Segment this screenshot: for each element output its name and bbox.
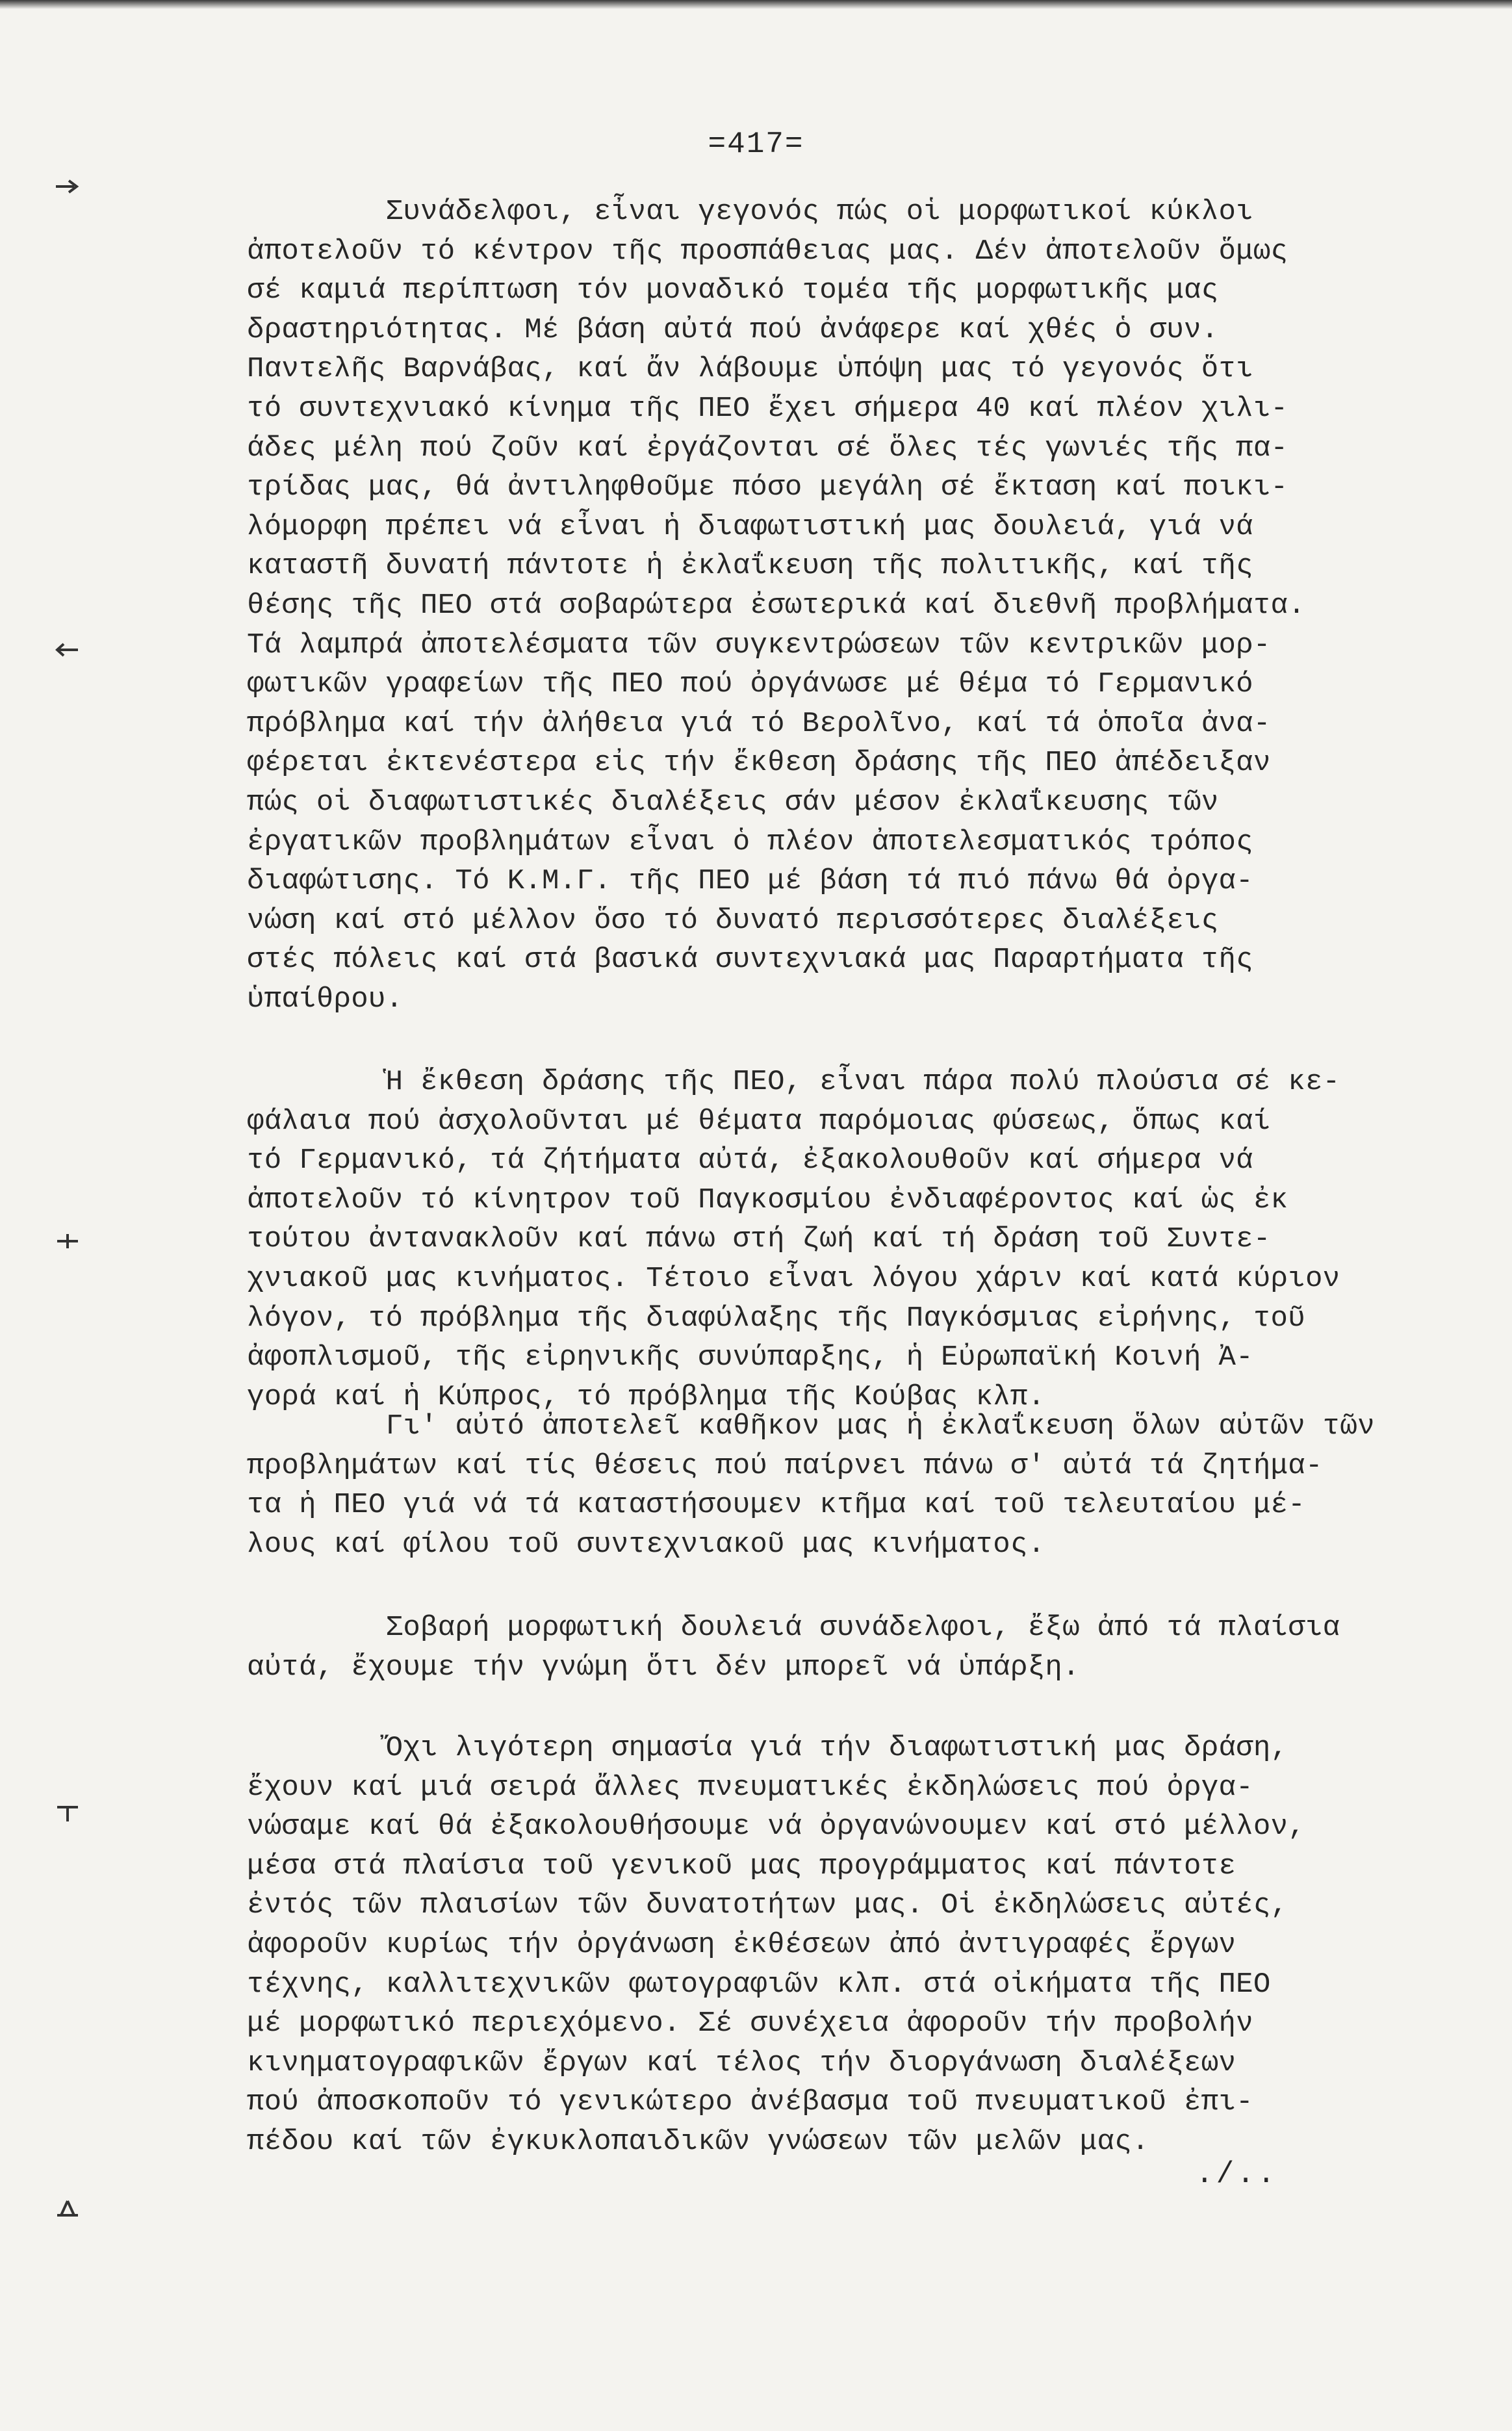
text-line: φάλαια πού ἀσχολοῦνται μέ θέματα παρόμοιας φύσεως, ὅπως καί: [247, 1105, 1271, 1138]
paragraph-2: [247, 1062, 1481, 1417]
text-line: ἀφοπλισμοῦ, τῆς εἰρηνικῆς συνύπαρξης, ἡ Εὐρωπαϊκή Κοινή Ἀ-: [247, 1341, 1253, 1374]
text-line: Παντελῆς Βαρνάβας, καί ἄν λάβουμε ὑπόψη μας τό γεγονός ὅτι: [247, 353, 1253, 386]
margin-mark-icon: [55, 1803, 81, 1823]
text-line: προβλημάτων καί τίς θέσεις πού παίρνει πάνω σ' αὐτά τά ζητήμα-: [247, 1449, 1323, 1482]
text-line: τρίδας μας, θά ἀντιληφθοῦμε πόσο μεγάλη σέ ἔκταση καί ποικι-: [247, 471, 1288, 504]
text-line: τέχνης, καλλιτεχνικῶν φωτογραφιῶν κλπ. στά οἰκήματα τῆς ΠΕΟ: [247, 1968, 1271, 2001]
text-line: νώση καί στό μέλλον ὅσο τό δυνατό περισσότερες διαλέξεις: [247, 904, 1219, 937]
text-line: ἐργατικῶν προβλημάτων εἶναι ὁ πλέον ἀποτελεσματικός τρόπος: [247, 825, 1253, 858]
text-line: Ἡ ἔκθεση δράσης τῆς ΠΕΟ, εἶναι πάρα πολύ πλούσια σέ κε-: [247, 1066, 1340, 1098]
text-line: στές πόλεις καί στά βασικά συντεχνιακά μας Παραρτήματα τῆς: [247, 944, 1253, 977]
paragraph-3: [247, 1407, 1481, 1564]
text-line: θέσης τῆς ΠΕΟ στά σοβαρώτερα ἐσωτερικά καί διεθνῆ προβλήματα.: [247, 589, 1305, 622]
text-line: ὑπαίθρου.: [247, 983, 404, 1016]
paragraph-1: [247, 192, 1481, 1019]
text-line: πού ἀποσκοποῦν τό γενικώτερο ἀνέβασμα τοῦ πνευματικοῦ ἐπι-: [247, 2086, 1253, 2119]
text-line: τα ἡ ΠΕΟ γιά νά τά καταστήσουμεν κτῆμα καί τοῦ τελευταίου μέ-: [247, 1489, 1305, 1522]
text-line: σέ καμιά περίπτωση τόν μοναδικό τομέα τῆς μορφωτικῆς μας: [247, 274, 1219, 307]
text-line: πώς οἱ διαφωτιστικές διαλέξεις σάν μέσον ἐκλαΐκευσης τῶν: [247, 786, 1219, 819]
text-line: αὐτά, ἔχουμε τήν γνώμη ὅτι δέν μπορεῖ νά ὑπάρξη.: [247, 1651, 1080, 1684]
text-line: μέσα στά πλαίσια τοῦ γενικοῦ μας προγράμματος καί πάντοτε: [247, 1849, 1237, 1883]
text-line: τό συντεχνιακό κίνημα τῆς ΠΕΟ ἔχει σήμερα 40 καί πλέον χιλι-: [247, 392, 1288, 425]
text-line: Τά λαμπρά ἀποτελέσματα τῶν συγκεντρώσεων τῶν κεντρικῶν μορ-: [247, 628, 1271, 662]
text-line: Συνάδελφοι, εἶναι γεγονός πώς οἱ μορφωτικοί κύκλοι: [247, 196, 1253, 228]
text-line: λους καί φίλου τοῦ συντεχνιακοῦ μας κινήματος.: [247, 1528, 1045, 1561]
text-line: ἀποτελοῦν τό κίνητρον τοῦ Παγκοσμίου ἐνδιαφέροντος καί ὡς ἐκ: [247, 1183, 1288, 1216]
text-line: ἀφοροῦν κυρίως τήν ὀργάνωση ἐκθέσεων ἀπό ἀντιγραφές ἔργων: [247, 1928, 1237, 1961]
text-line: ἀποτελοῦν τό κέντρον τῆς προσπάθειας μας. Δέν ἀποτελοῦν ὅμως: [247, 235, 1288, 268]
text-line: Ὄχι λιγότερη σημασία γιά τήν διαφωτιστική μας δράση,: [247, 1732, 1288, 1764]
text-line: λόγον, τό πρόβλημα τῆς διαφύλαξης τῆς Παγκόσμιας εἰρήνης, τοῦ: [247, 1302, 1305, 1335]
text-line: λόμορφη πρέπει νά εἶναι ἡ διαφωτιστική μας δουλειά, γιά νά: [247, 510, 1253, 543]
margin-mark-icon: [55, 177, 81, 196]
text-line: ἔχουν καί μιά σειρά ἄλλες πνευματικές ἐκδηλώσεις πού ὀργα-: [247, 1771, 1253, 1804]
text-line: φωτικῶν γραφείων τῆς ΠΕΟ πού ὀργάνωσε μέ θέμα τό Γερμανικό: [247, 668, 1253, 701]
text-line: πρόβλημα καί τήν ἀλήθεια γιά τό Βερολῖνο, καί τά ὁποῖα ἀνα-: [247, 707, 1271, 740]
text-line: καταστῆ δυνατή πάντοτε ἡ ἐκλαΐκευση τῆς πολιτικῆς, καί τῆς: [247, 550, 1253, 583]
page-number: =417=: [708, 127, 804, 161]
margin-mark-icon: [55, 640, 81, 660]
text-line: τό Γερμανικό, τά ζήτήματα αὐτά, ἐξακολουθοῦν καί σήμερα νά: [247, 1144, 1253, 1177]
text-line: χνιακοῦ μας κινήματος. Τέτοιο εἶναι λόγου χάριν καί κατά κύριον: [247, 1262, 1340, 1295]
text-line: ἐντός τῶν πλαισίων τῶν δυνατοτήτων μας. Οἱ ἐκδηλώσεις αὐτές,: [247, 1889, 1288, 1922]
text-line: Σοβαρή μορφωτική δουλειά συνάδελφοι, ἔξω ἀπό τά πλαίσια: [247, 1612, 1340, 1644]
text-line: γορά καί ἡ Κύπρος, τό πρόβλημα τῆς Κούβας κλπ.: [247, 1380, 1045, 1413]
text-line: μέ μορφωτικό περιεχόμενο. Σέ συνέχεια ἀφοροῦν τήν προβολήν: [247, 2007, 1253, 2040]
text-line: κινηματογραφικῶν ἔργων καί τέλος τήν διοργάνωση διαλέξεων: [247, 2046, 1237, 2079]
margin-mark-icon: [55, 1231, 81, 1251]
text-line: άδες μέλη πού ζοῦν καί ἐργάζονται σέ ὅλες τές γωνιές τῆς πα-: [247, 431, 1288, 465]
scan-top-edge: [0, 0, 1512, 9]
paragraph-5: [247, 1729, 1481, 2162]
paragraph-4: [247, 1608, 1481, 1687]
text-line: Γι' αὐτό ἀποτελεῖ καθῆκον μας ἡ ἐκλαΐκευση ὅλων αὐτῶν τῶν: [247, 1410, 1375, 1443]
text-line: δραστηριότητας. Μέ βάση αὐτά πού ἀνάφερε καί χθές ὁ συν.: [247, 313, 1219, 346]
text-line: φέρεται ἐκτενέστερα εἰς τήν ἔκθεση δράσης τῆς ΠΕΟ ἀπέδειξαν: [247, 747, 1271, 780]
text-line: πέδου καί τῶν ἐγκυκλοπαιδικῶν γνώσεων τῶν μελῶν μας.: [247, 2125, 1149, 2158]
continuation-mark: ./..: [1196, 2157, 1278, 2191]
text-line: νώσαμε καί θά ἐξακολουθήσουμε νά ὀργανώνουμεν καί στό μέλλον,: [247, 1810, 1305, 1844]
margin-mark-icon: [55, 2200, 81, 2219]
text-line: τούτου ἀντανακλοῦν καί πάνω στή ζωή καί τή δράση τοῦ Συντε-: [247, 1223, 1271, 1256]
text-line: διαφώτισης. Τό Κ.Μ.Γ. τῆς ΠΕΟ μέ βάση τά πιό πάνω θά ὀργα-: [247, 865, 1253, 898]
